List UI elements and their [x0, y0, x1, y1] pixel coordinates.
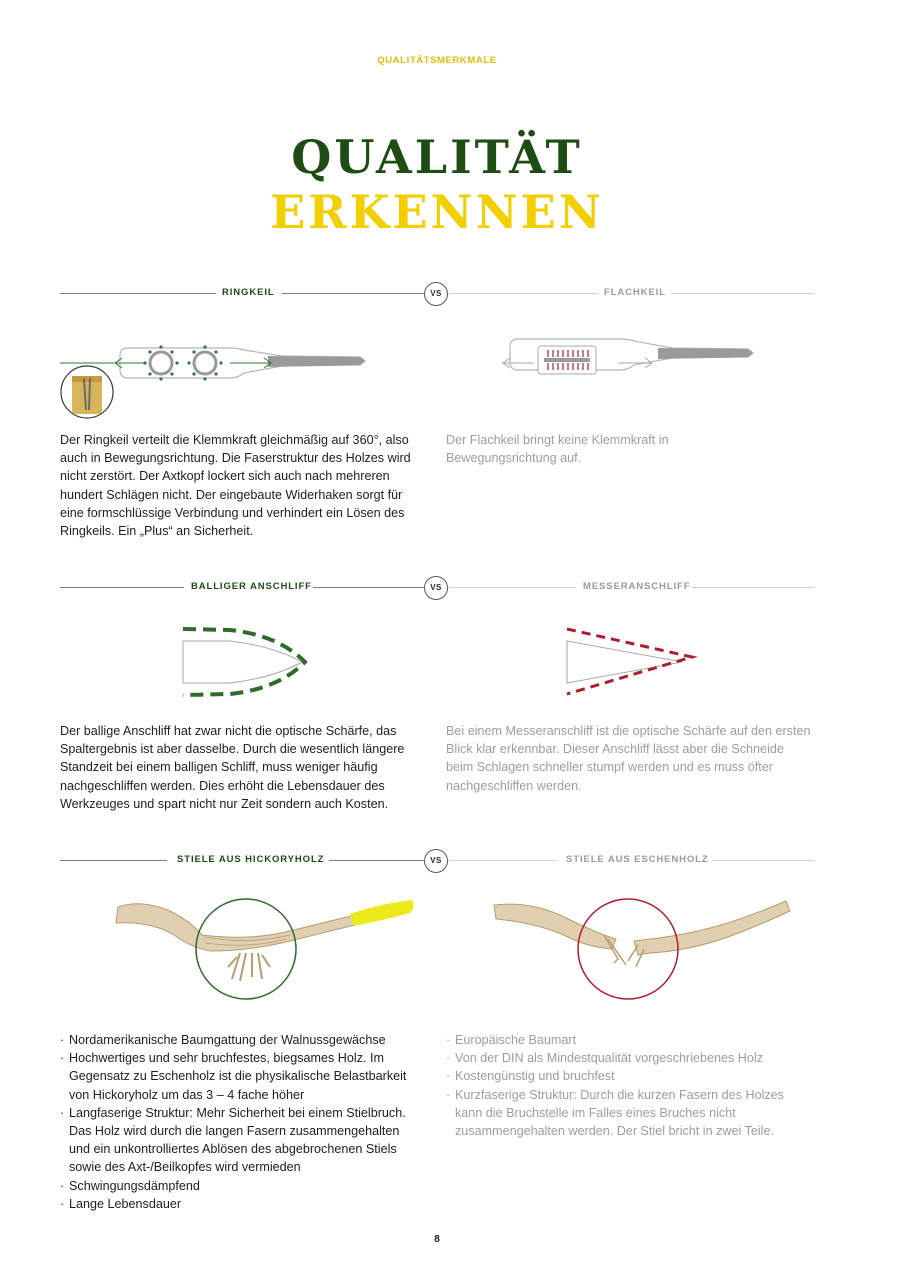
header-rule — [449, 860, 557, 861]
label-messeranschliff: MESSERANSCHLIFF — [583, 581, 691, 592]
vs-badge: VS — [424, 282, 448, 306]
list-item: · Nordamerikanische Baumgattung der Walnussgewächse — [60, 1031, 415, 1049]
header-rule — [60, 587, 184, 588]
label-hickoryholz: STIELE AUS HICKORYHOLZ — [177, 854, 325, 865]
list-item: · Langfaserige Struktur: Mehr Sicherheit bei einem Stielbruch. Das Holz wird durch die langen Fasern zusammengehalten und ein unkontrolliertes Ablösen des abgebrochenen Stiels sowie des Axt-/Beilkopfes wird vermieden — [60, 1104, 415, 1177]
messeranschliff-description: Bei einem Messeranschliff ist die optische Schärfe auf den ersten Blick klar erkennbar. Dieser Anschliff lässt aber die Schneide beim Schlagen schneller stumpf werden und es muss öfter nachgeschliffen werden. — [446, 724, 811, 793]
header-rule — [671, 293, 814, 294]
list-item: · Von der DIN als Mindestqualität vorgeschriebenes Holz — [446, 1049, 814, 1067]
list-item: · Schwingungsdämpfend — [60, 1177, 415, 1195]
page-title-line-2: ERKENNEN — [270, 185, 604, 239]
label-eschenholz: STIELE AUS ESCHENHOLZ — [566, 854, 709, 865]
balliger-anschliff-diagram — [178, 624, 313, 700]
header-rule — [60, 860, 167, 861]
ringkeil-description: Der Ringkeil verteilt die Klemmkraft gleichmäßig auf 360°, also auch in Bewegungsrichtung. Die Faserstruktur des Holzes wird nicht zerstört. Der Axtkopf lockert sich auch nach mehreren hundert Schlägen nicht. Der eingebaute Widerhaken sorgt für eine formschlüssige Verbindung und verhindert ein Lösen des Ringkeils. Ein „Plus“ an Sicherheit. — [60, 433, 411, 539]
esche-properties-list — [446, 1031, 814, 1140]
list-item: · Europäische Baumart — [446, 1031, 814, 1049]
hickory-handle-image — [110, 895, 420, 1007]
header-rule — [692, 587, 814, 588]
label-balliger-anschliff: BALLIGER ANSCHLIFF — [191, 581, 312, 592]
label-flachkeil: FLACHKEIL — [604, 287, 666, 298]
list-item: · Hochwertiges und sehr bruchfestes, biegsames Holz. Im Gegensatz zu Eschenholz ist die physikalische Belastbarkeit von Hickoryholz um das 3 – 4 fache höher — [60, 1049, 415, 1104]
vs-badge: VS — [424, 849, 448, 873]
page-title-line-1: QUALITÄT — [291, 130, 583, 184]
hickory-properties-list — [60, 1031, 415, 1213]
label-ringkeil: RINGKEIL — [222, 287, 275, 298]
vs-badge: VS — [424, 576, 448, 600]
header-rule — [712, 860, 814, 861]
page-number: 8 — [434, 1234, 440, 1245]
header-rule — [449, 587, 576, 588]
esche-handle-image — [488, 895, 798, 1007]
flachkeil-diagram — [490, 332, 760, 392]
flachkeil-description: Der Flachkeil bringt keine Klemmkraft in Bewegungsrichtung auf. — [446, 433, 669, 466]
balliger-anschliff-description: Der ballige Anschliff hat zwar nicht die optische Schärfe, das Spaltergebnis ist aber dasselbe. Durch die wesentlich längere Standzeit bei einem balligen Schliff, muss weniger häufig nachgeschliffen werden. Dies erhöht die Lebensdauer des Werkzeuges und spart nicht nur Zeit sondern auch Kosten. — [60, 724, 405, 811]
list-item: · Lange Lebensdauer — [60, 1195, 415, 1213]
header-rule — [329, 860, 424, 861]
ringkeil-diagram — [60, 332, 370, 422]
header-rule — [60, 293, 216, 294]
list-item: · Kurzfaserige Struktur: Durch die kurzen Fasern des Holzes kann die Bruchstelle im Falles eines Bruches nicht zusammengehalten werden. Der Stiel bricht in zwei Teile. — [446, 1086, 814, 1141]
header-rule — [282, 293, 424, 294]
section-kicker: QUALITÄTSMERKMALE — [377, 55, 497, 66]
messeranschliff-diagram — [562, 624, 697, 700]
header-rule — [313, 587, 424, 588]
list-item: · Kostengünstig und bruchfest — [446, 1067, 814, 1085]
header-rule — [449, 293, 598, 294]
